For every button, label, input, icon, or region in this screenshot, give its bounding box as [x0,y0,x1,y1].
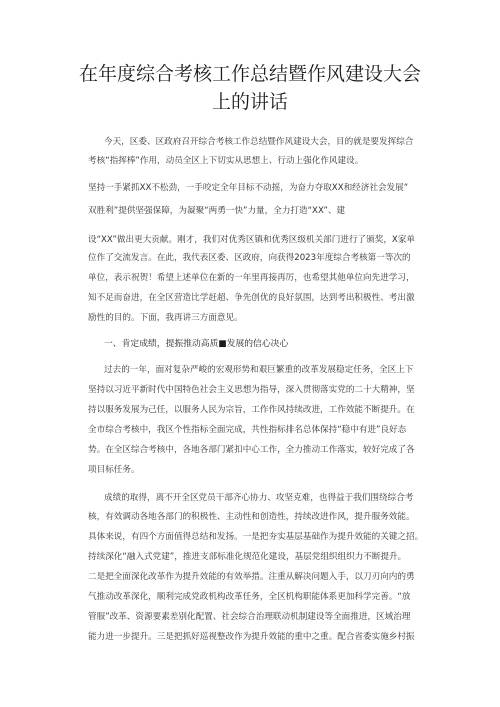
paragraph-line: 具体来说，有四个方面值得总结和发扬。一是把夯实基层基础作为提升效能的关键之招。 [88,532,424,542]
paragraph-line: 项目标任务。 [88,465,140,475]
paragraph-line: 全市综合考核中，我区个性指标全面完成，共性指标排名总体保持“稳中有进”良好态 [88,425,407,435]
paragraph-line: 能力进一步提升。三是把抓好巡视整改作为提升效能的重中之重。配合省委实施乡村振 [88,632,415,642]
title-line-1: 在年度综合考核工作总结暨作风建设大会 [78,63,421,85]
paragraph-line: 今天，区委、区政府召开综合考核工作总结暨作风建设大会，目的就是要发挥综合 [104,137,414,147]
paragraph-line: 位作了交流发言。在此，我代表区委、区政府，向获得2023年度综合考核第一等次的 [88,253,411,263]
paragraph-line: 管服”改革、资源要素差别化配置、社会综合治理联动机制建设等全面推进，区域治理 [88,612,411,622]
paragraph-line: 核，有效调动各地各部门的积极性、主动性和创造性，持续改进作风，提升服务效能。 [88,512,415,522]
paragraph-line: 考核“指挥棒”作用，动员全区上下切实从思想上、行动上强化作风建设。 [88,156,364,166]
paragraph-line: 励性的目的。下面，我再讲三方面意见。 [88,313,243,323]
paragraph-line: 过去的一年，面对复杂严峻的宏观形势和艰巨繁重的改革发展稳定任务，全区上下 [104,365,414,375]
paragraph-line: 知不足而奋进，在全区营造比学赶超、争先创优的良好氛围，达到考出积极性、考出激 [88,293,415,303]
paragraph-line: 持以服务发展为己任，以服务人民为宗旨，工作作风持续改进，工作效能不断提升。在 [88,405,415,415]
paragraph-line: 持续深化“融入式党建”，推进支部标准化规范化建设，基层党组织组织力不断提升。 [88,552,407,562]
paragraph-line: 双胜利”提供坚强保障，为凝聚“两勇一快”力量，全力打造“XX”、建 [88,206,346,216]
section-heading: 一、肯定成绩，提振推动高质■发展的信心决心 [104,339,289,349]
paragraph-line: 坚持一手紧抓XX不松劲，一手咬定全年目标不动摇，为奋力夺取XX和经济社会发展“ [88,183,409,193]
paragraph-line: 气推动改革深化，顺利完成党政机构改革任务，全区机构职能体系更加科学完善。“放 [88,592,411,602]
paragraph-line: 单位，表示祝贺！希望上述单位在新的一年里再接再厉，也希望其他单位向先进学习， [88,273,415,283]
paragraph-line: 设“XX”做出更大贡献。刚才，我们对优秀区镇和优秀区级机关部门进行了颁奖，X家单 [88,235,416,245]
title-line-2: 上的讲话 [211,91,288,113]
paragraph-line: 二是把全面深化改革作为提升效能的有效举措。注重从解决问题入手，以刀刃向内的勇 [88,572,415,582]
paragraph-line: 势。在全区综合考核中，各地各部门紧扣中心工作，全力推动工作落实，较好完成了各 [88,445,415,455]
paragraph-line: 成绩的取得，离不开全区党员干部齐心协力、攻坚克难，也得益于我们围绕综合考 [104,493,414,503]
paragraph-line: 坚持以习近平新时代中国特色社会主义思想为指导，深入贯彻落实党的二十大精神，坚 [88,385,415,395]
document-title [40,60,460,116]
